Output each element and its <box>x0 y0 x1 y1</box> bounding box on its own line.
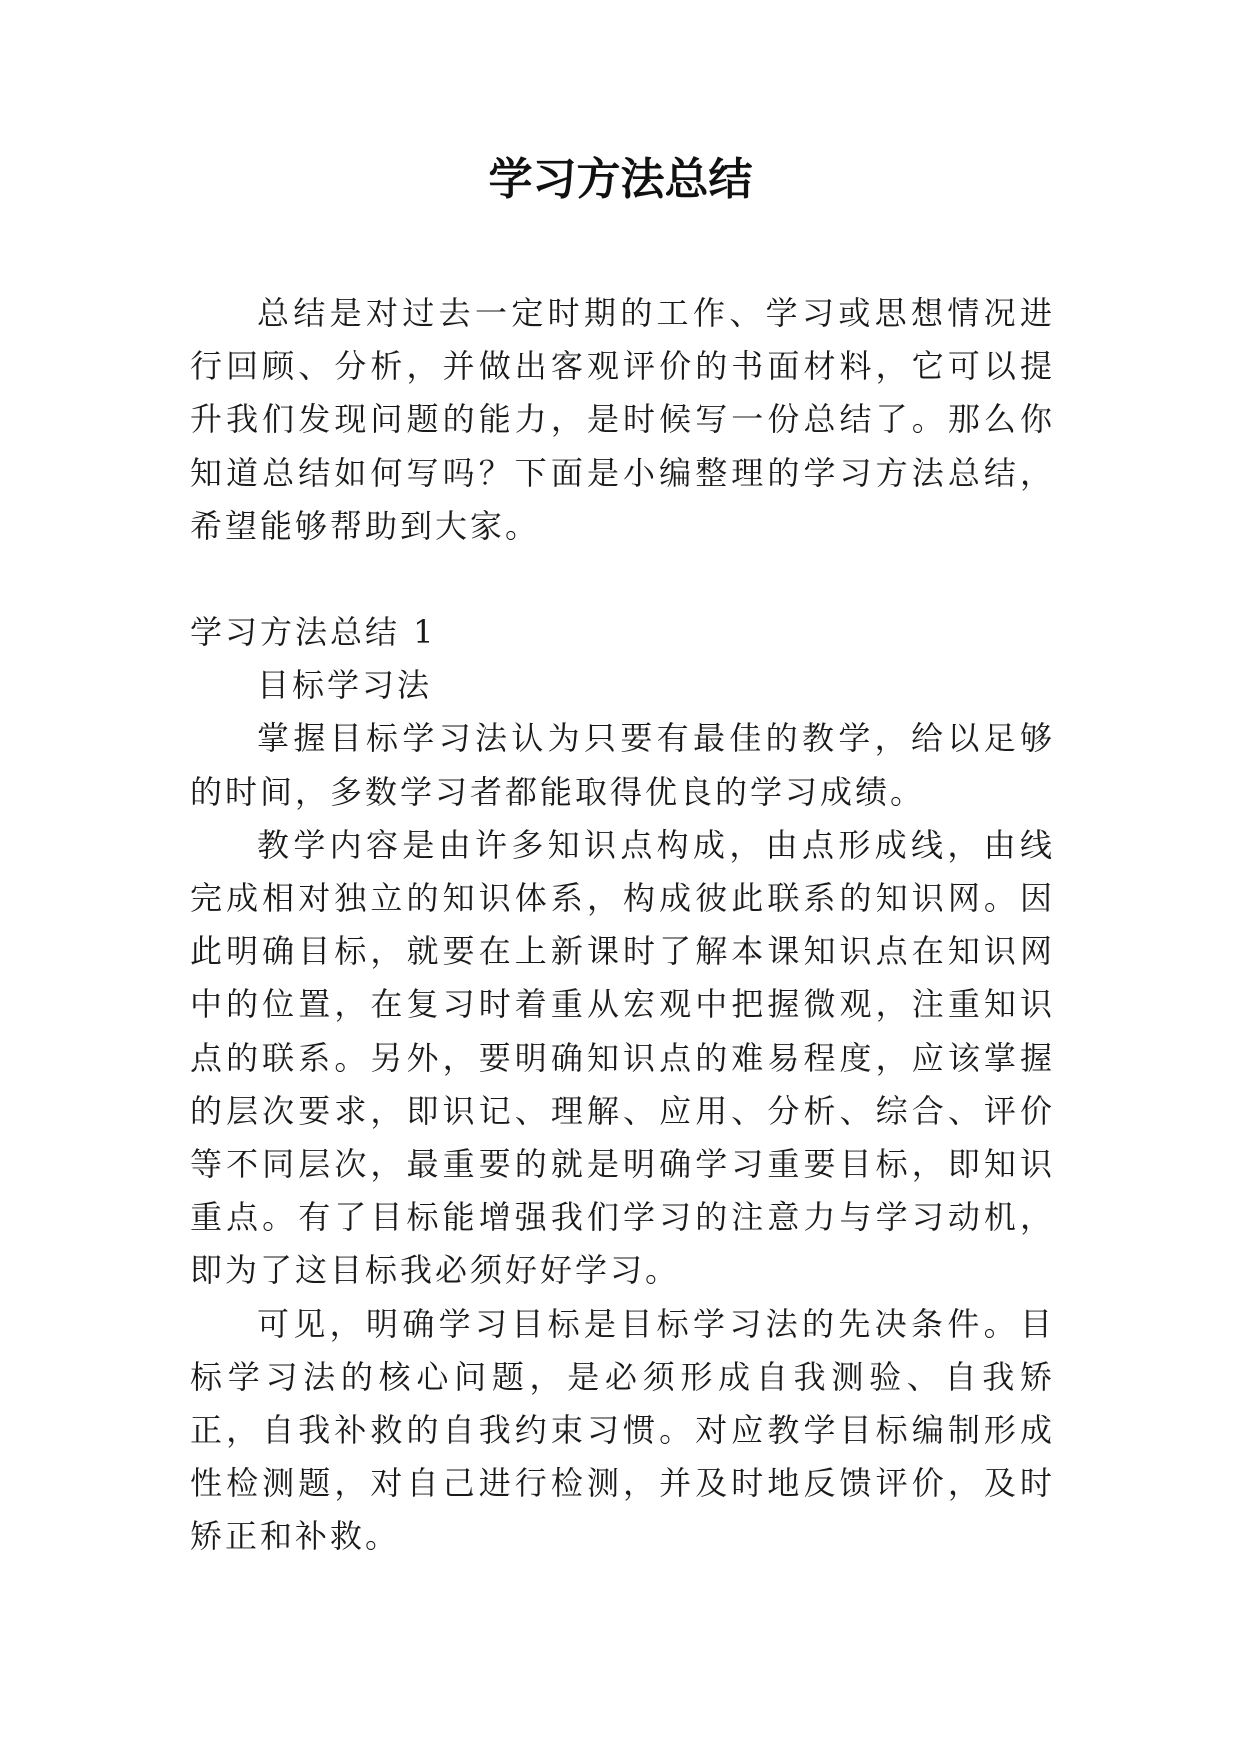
section-subheading: 目标学习法 <box>257 666 433 705</box>
body-paragraph: 可见，明确学习目标是目标学习法的先决条件。目标学习法的核心问题，是必须形成自我测验、自我矫正，自我补救的自我约束习惯。对应教学目标编制形成性检测题，对自己进行检测，并及时地反馈评价，及时矫正和补救。 <box>190 1304 1055 1556</box>
body-paragraph: 掌握目标学习法认为只要有最佳的教学，给以足够的时间，多数学习者都能取得优良的学习成绩。 <box>190 719 1055 811</box>
intro-paragraph: 总结是对过去一定时期的工作、学习或思想情况进行回顾、分析，并做出客观评价的书面材料，它可以提升我们发现问题的能力，是时候写一份总结了。那么你知道总结如何写吗？下面是小编整理的学习方法总结，希望能够帮助到大家。 <box>190 294 1055 545</box>
page-title: 学习方法总结 <box>488 154 753 205</box>
document-body <box>190 287 1055 1564</box>
section-heading: 学习方法总结 1 <box>190 613 437 652</box>
body-paragraph: 教学内容是由许多知识点构成，由点形成线，由线完成相对独立的知识体系，构成彼此联系的知识网。因此明确目标，就要在上新课时了解本课知识点在知识网中的位置，在复习时着重从宏观中把握微观，注重知识点的联系。另外，要明确知识点的难易程度，应该掌握的层次要求，即识记、理解、应用、分析、综合、评价等不同层次，最重要的就是明确学习重要目标，即知识重点。有了目标能增强我们学习的注意力与学习动机，即为了这目标我必须好好学习。 <box>190 825 1055 1290</box>
